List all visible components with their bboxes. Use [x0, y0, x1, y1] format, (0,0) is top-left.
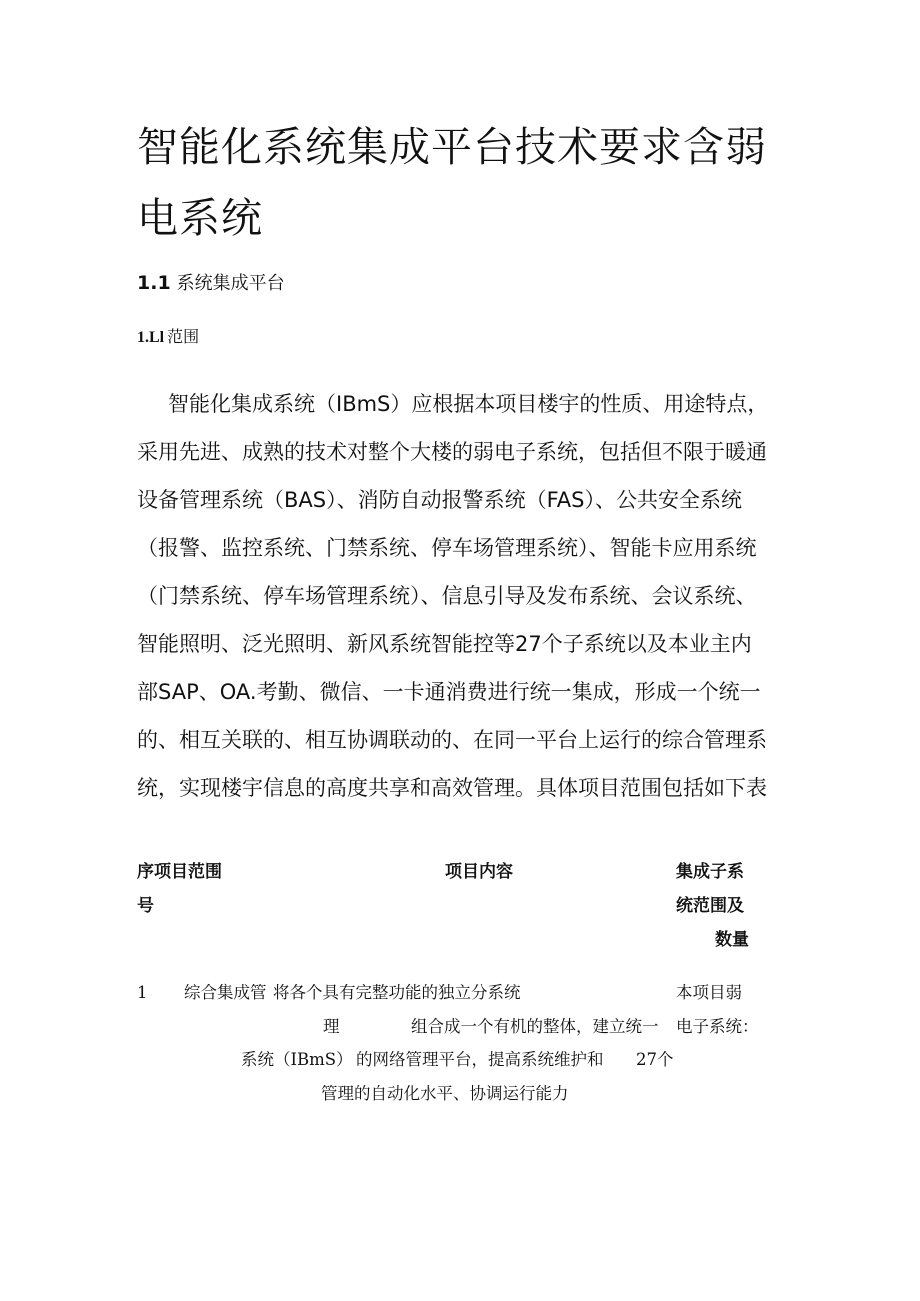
subsection-number: 1.Ll	[137, 329, 165, 346]
paragraph-line: 部SAP、OA.考勤、微信、一卡通消费进行统一集成，形成一个统一	[137, 680, 761, 704]
table-cell-content: 组合成一个有机的整体，建立统一	[411, 1017, 659, 1036]
table-header-seq-scope: 序项目范围	[137, 862, 222, 882]
table-cell-content: 的网络管理平台，提高系统维护和	[356, 1050, 604, 1069]
paragraph-line: 设备管理系统（BAS）、消防自动报警系统（FAS）、公共安全系统	[137, 488, 742, 512]
table-cell-scope: 电子系统：	[676, 1017, 759, 1036]
paragraph-line: （报警、监控系统、门禁系统、停车场管理系统）、智能卡应用系统	[137, 536, 757, 560]
table-cell-content: 管理的自动化水平、协调运行能力	[321, 1084, 569, 1103]
table-header-seq-tail: 号	[137, 896, 154, 916]
section-number: 1.1	[137, 272, 171, 294]
table-header-scope-line: 统范围及	[676, 896, 744, 916]
table-cell-name: 综合集成管	[184, 983, 267, 1002]
table-cell-number: 1	[137, 983, 148, 1002]
table-cell-name: 理	[323, 1017, 340, 1036]
paragraph-line: （门禁系统、停车场管理系统）、信息引导及发布系统、会议系统、	[137, 584, 757, 608]
subsection-title: 范围	[167, 327, 200, 346]
table-header-scope-line: 数量	[715, 930, 749, 950]
paragraph-line: 智能照明、泛光照明、新风系统智能控等27个子系统以及本业主内	[137, 632, 752, 656]
table-cell-scope: 27个	[636, 1050, 674, 1069]
paragraph-line: 的、相互关联的、相互协调联动的、在同一平台上运行的综合管理系	[137, 728, 767, 752]
page-title-line-2: 电系统	[137, 194, 263, 242]
page-title-line-1: 智能化系统集成平台技术要求含弱	[137, 123, 767, 171]
table-cell-name: 系统（IBmS）	[241, 1050, 353, 1069]
table-cell-content: 将各个具有完整功能的独立分系统	[273, 983, 521, 1002]
table-header-scope-line: 集成子系	[676, 862, 744, 882]
section-title: 系统集成平台	[176, 273, 285, 294]
table-cell-scope: 本项目弱	[676, 983, 742, 1002]
paragraph-line: 智能化集成系统（IBmS）应根据本项目楼宇的性质、用途特点，	[168, 392, 769, 416]
paragraph-line: 采用先进、成熟的技术对整个大楼的弱电子系统，包括但不限于暖通	[137, 440, 767, 464]
paragraph-line: 统，实现楼宇信息的高度共享和高效管理。具体项目范围包括如下表	[137, 776, 767, 800]
table-header-content: 项目内容	[445, 862, 513, 882]
subsection-heading	[137, 325, 199, 350]
section-heading	[137, 270, 285, 297]
